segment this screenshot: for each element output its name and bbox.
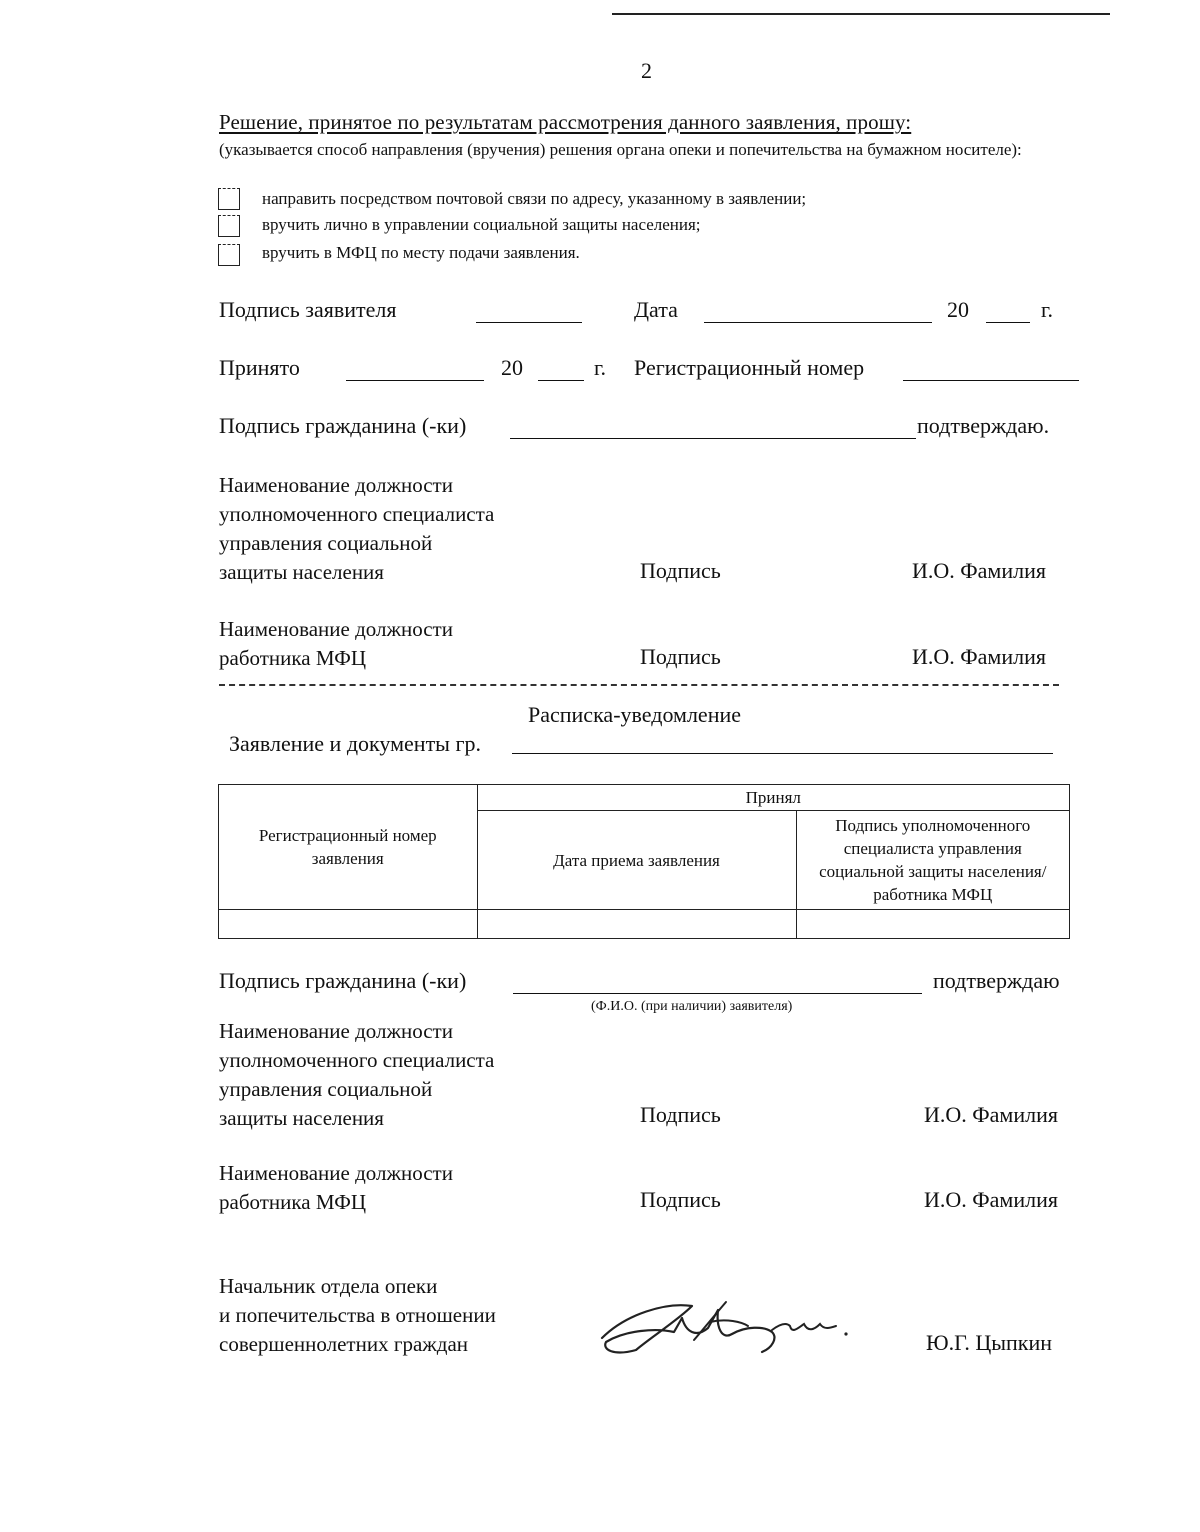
confirm-label: подтверждаю. — [917, 413, 1050, 438]
specialist-title-line: защиты населения — [219, 560, 384, 584]
applicant-signature-label: Подпись заявителя — [219, 297, 397, 322]
documents-line[interactable] — [512, 753, 1053, 754]
decision-note: (указывается способ направления (вручения) решения органа опеки и попечительства на бумажном носителе): — [219, 140, 1022, 159]
checkbox-post[interactable] — [218, 188, 240, 210]
date-label: Дата — [634, 297, 678, 322]
chief-name: Ю.Г. Цыпкин — [926, 1330, 1053, 1355]
cell-reg-number[interactable] — [219, 910, 478, 939]
specialist-title-line: уполномоченного специалиста — [219, 502, 495, 526]
accepted-label: Принято — [219, 355, 300, 380]
date-line[interactable] — [704, 322, 932, 323]
accepted-year-suffix: г. — [594, 355, 607, 380]
chief-title-line: и попечительства в отношении — [219, 1303, 496, 1327]
decision-heading: Решение, принятое по результатам рассмотрения данного заявления, прошу: — [219, 110, 912, 134]
receipt-specialist-title-line: управления социальной — [219, 1077, 433, 1101]
receipt-table — [218, 784, 1070, 939]
citizen-signature-label: Подпись гражданина (-ки) — [219, 413, 467, 438]
specialist-title — [219, 471, 494, 587]
receipt-specialist-title-line: уполномоченного специалиста — [219, 1048, 495, 1072]
receipt-citizen-signature-line[interactable] — [513, 993, 922, 994]
cell-signature[interactable] — [796, 910, 1069, 939]
receipt-citizen-signature-label: Подпись гражданина (-ки) — [219, 968, 467, 993]
checkbox-mfc[interactable] — [218, 244, 240, 266]
mfc-title — [219, 615, 453, 673]
mfc-title-line: работника МФЦ — [219, 646, 366, 670]
receipt-specialist-title-line: защиты населения — [219, 1106, 384, 1130]
header-reg-number: Регистрационный номер заявления — [219, 785, 478, 910]
receipt-confirm-label: подтверждаю — [933, 968, 1060, 993]
checkbox-in-person[interactable] — [218, 215, 240, 237]
cut-line — [219, 684, 1059, 686]
chief-title-line: совершеннолетних граждан — [219, 1332, 469, 1356]
chief-title-line: Начальник отдела опеки — [219, 1274, 438, 1298]
receipt-title: Расписка-уведомление — [528, 702, 742, 727]
receipt-mfc-name: И.О. Фамилия — [924, 1187, 1058, 1212]
specialist-signature-label: Подпись — [640, 558, 721, 583]
option-in-person: вручить лично в управлении социальной защиты населения; — [262, 215, 701, 234]
citizen-signature-line[interactable] — [510, 438, 916, 439]
header-date: Дата приема заявления — [477, 811, 796, 910]
accepted-year-prefix: 20 — [501, 355, 523, 380]
cell-date[interactable] — [477, 910, 796, 939]
top-rule — [612, 13, 1110, 15]
option-mfc: вручить в МФЦ по месту подачи заявления. — [262, 243, 580, 262]
year-line[interactable] — [986, 322, 1030, 323]
receipt-specialist-name: И.О. Фамилия — [924, 1102, 1058, 1127]
specialist-title-line: управления социальной — [219, 531, 433, 555]
receipt-mfc-signature-label: Подпись — [640, 1187, 721, 1212]
mfc-name: И.О. Фамилия — [912, 644, 1046, 669]
year-prefix: 20 — [947, 297, 969, 322]
receipt-mfc-title — [219, 1159, 453, 1217]
documents-label: Заявление и документы гр. — [229, 731, 481, 756]
specialist-title-line: Наименование должности — [219, 473, 453, 497]
mfc-title-line: Наименование должности — [219, 617, 453, 641]
receipt-specialist-title — [219, 1017, 494, 1133]
reg-number-label: Регистрационный номер — [634, 355, 865, 380]
option-post: направить посредством почтовой связи по адресу, указанному в заявлении; — [262, 189, 807, 208]
mfc-signature-label: Подпись — [640, 644, 721, 669]
specialist-name: И.О. Фамилия — [912, 558, 1046, 583]
chief-title — [219, 1272, 496, 1359]
page-number: 2 — [641, 58, 652, 83]
reg-number-line[interactable] — [903, 380, 1079, 381]
accepted-date-line[interactable] — [346, 380, 484, 381]
year-suffix: г. — [1041, 297, 1054, 322]
header-accepted: Принял — [477, 785, 1070, 811]
receipt-specialist-signature-label: Подпись — [640, 1102, 721, 1127]
fio-caption: (Ф.И.О. (при наличии) заявителя) — [591, 999, 793, 1014]
receipt-mfc-title-line: работника МФЦ — [219, 1190, 366, 1214]
applicant-signature-line[interactable] — [476, 322, 582, 323]
receipt-mfc-title-line: Наименование должности — [219, 1161, 453, 1185]
header-signature: Подпись уполномоченного специалиста управления социальной защиты населения/работника МФЦ — [796, 811, 1069, 910]
receipt-specialist-title-line: Наименование должности — [219, 1019, 453, 1043]
chief-signature — [596, 1292, 860, 1366]
accepted-year-line[interactable] — [538, 380, 584, 381]
